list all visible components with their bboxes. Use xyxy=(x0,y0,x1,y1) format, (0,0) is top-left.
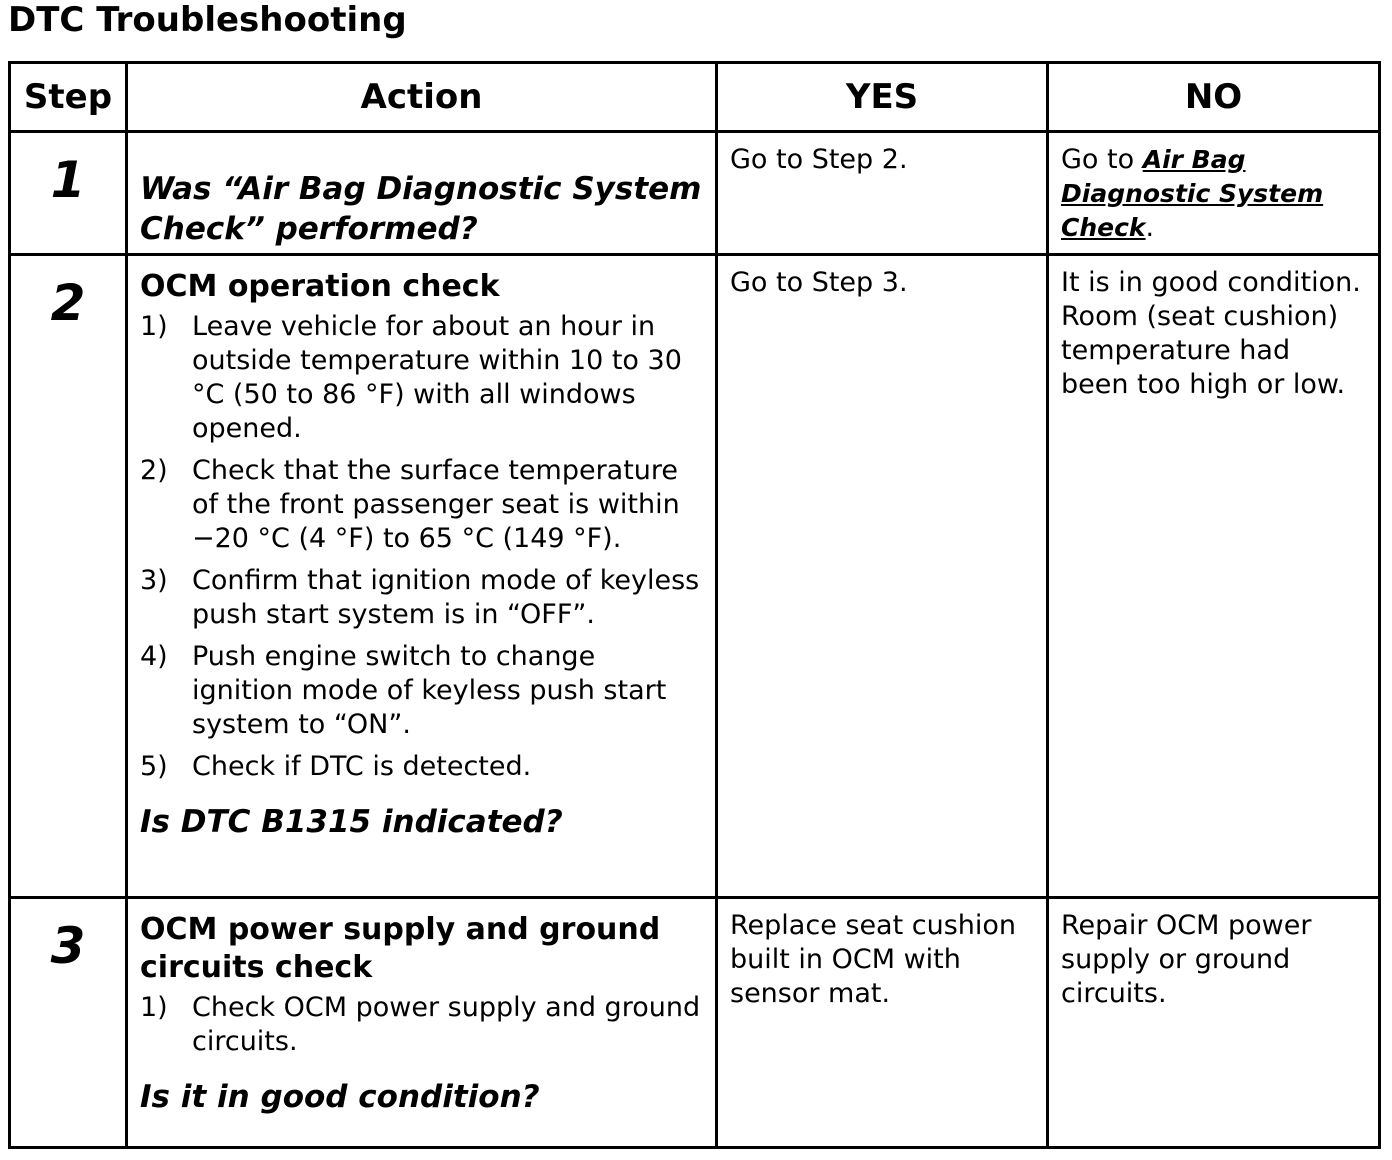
substep-number: 2) xyxy=(140,455,168,486)
action-cell xyxy=(127,898,717,1148)
step-question: Is DTC B1315 indicated? xyxy=(140,804,563,840)
yes-text: Go to Step 2. xyxy=(730,144,908,175)
substep-item xyxy=(140,991,703,1059)
header-yes: YES xyxy=(717,63,1048,132)
substep-item xyxy=(140,564,703,632)
substep-text: Check if DTC is detected. xyxy=(192,751,532,782)
troubleshooting-table xyxy=(8,61,1381,1149)
action-title: OCM operation check xyxy=(140,269,500,304)
header-action: Action xyxy=(127,63,717,132)
yes-text: Replace seat cushion built in OCM with sensor mat. xyxy=(730,910,1017,1009)
no-cell xyxy=(1048,255,1380,898)
substep-number: 4) xyxy=(140,641,168,672)
yes-text: Go to Step 3. xyxy=(730,267,908,298)
no-cell xyxy=(1048,132,1380,255)
substep-number: 3) xyxy=(140,565,168,596)
header-step: Step xyxy=(10,63,127,132)
substep-text: Confirm that ignition mode of keyless push start system is in “OFF”. xyxy=(192,565,700,630)
table-row xyxy=(10,255,1380,898)
table-row xyxy=(10,132,1380,255)
substep-text: Leave vehicle for about an hour in outside temperature within 10 to 30 °C (50 to 86 °F) with all windows opened. xyxy=(192,311,682,444)
no-text: It is in good condition. Room (seat cushion) temperature had been too high or low. xyxy=(1061,267,1361,400)
air-bag-diagnostic-system-check-link[interactable]: Air Bag Diagnostic System Check xyxy=(1061,145,1324,242)
substep-item xyxy=(140,310,703,446)
step-cell xyxy=(10,898,127,1148)
table-row xyxy=(10,898,1380,1148)
no-cell xyxy=(1048,898,1380,1148)
no-text-prefix: Go to xyxy=(1061,144,1143,175)
no-text xyxy=(1049,133,1378,245)
yes-cell xyxy=(717,255,1048,898)
substep-list xyxy=(140,991,703,1059)
step-number: 1 xyxy=(50,151,86,209)
no-text-suffix: . xyxy=(1145,212,1155,243)
substep-text: Check OCM power supply and ground circuits. xyxy=(192,992,701,1057)
action-cell xyxy=(127,255,717,898)
step-question: Was “Air Bag Diagnostic System Check” performed? xyxy=(140,171,702,247)
step-number: 2 xyxy=(50,274,86,332)
header-no: NO xyxy=(1048,63,1380,132)
step-question: Is it in good condition? xyxy=(140,1079,540,1115)
substep-item xyxy=(140,750,703,784)
page-title: DTC Troubleshooting xyxy=(8,0,407,40)
substep-item xyxy=(140,640,703,742)
yes-cell xyxy=(717,898,1048,1148)
action-title: OCM power supply and ground circuits check xyxy=(140,912,661,985)
step-cell xyxy=(10,132,127,255)
substep-item xyxy=(140,454,703,556)
table-header-row xyxy=(10,63,1380,132)
action-cell xyxy=(127,132,717,255)
substep-text: Check that the surface temperature of the front passenger seat is within −20 °C (4 °F) to 65 °C (149 °F). xyxy=(192,455,680,554)
substep-list xyxy=(140,310,703,784)
step-cell xyxy=(10,255,127,898)
substep-number: 1) xyxy=(140,992,168,1023)
step-number: 3 xyxy=(50,917,86,975)
substep-number: 5) xyxy=(140,751,168,782)
substep-text: Push engine switch to change ignition mode of keyless push start system to “ON”. xyxy=(192,641,667,740)
yes-cell xyxy=(717,132,1048,255)
substep-number: 1) xyxy=(140,311,168,342)
no-text: Repair OCM power supply or ground circuits. xyxy=(1061,910,1312,1009)
